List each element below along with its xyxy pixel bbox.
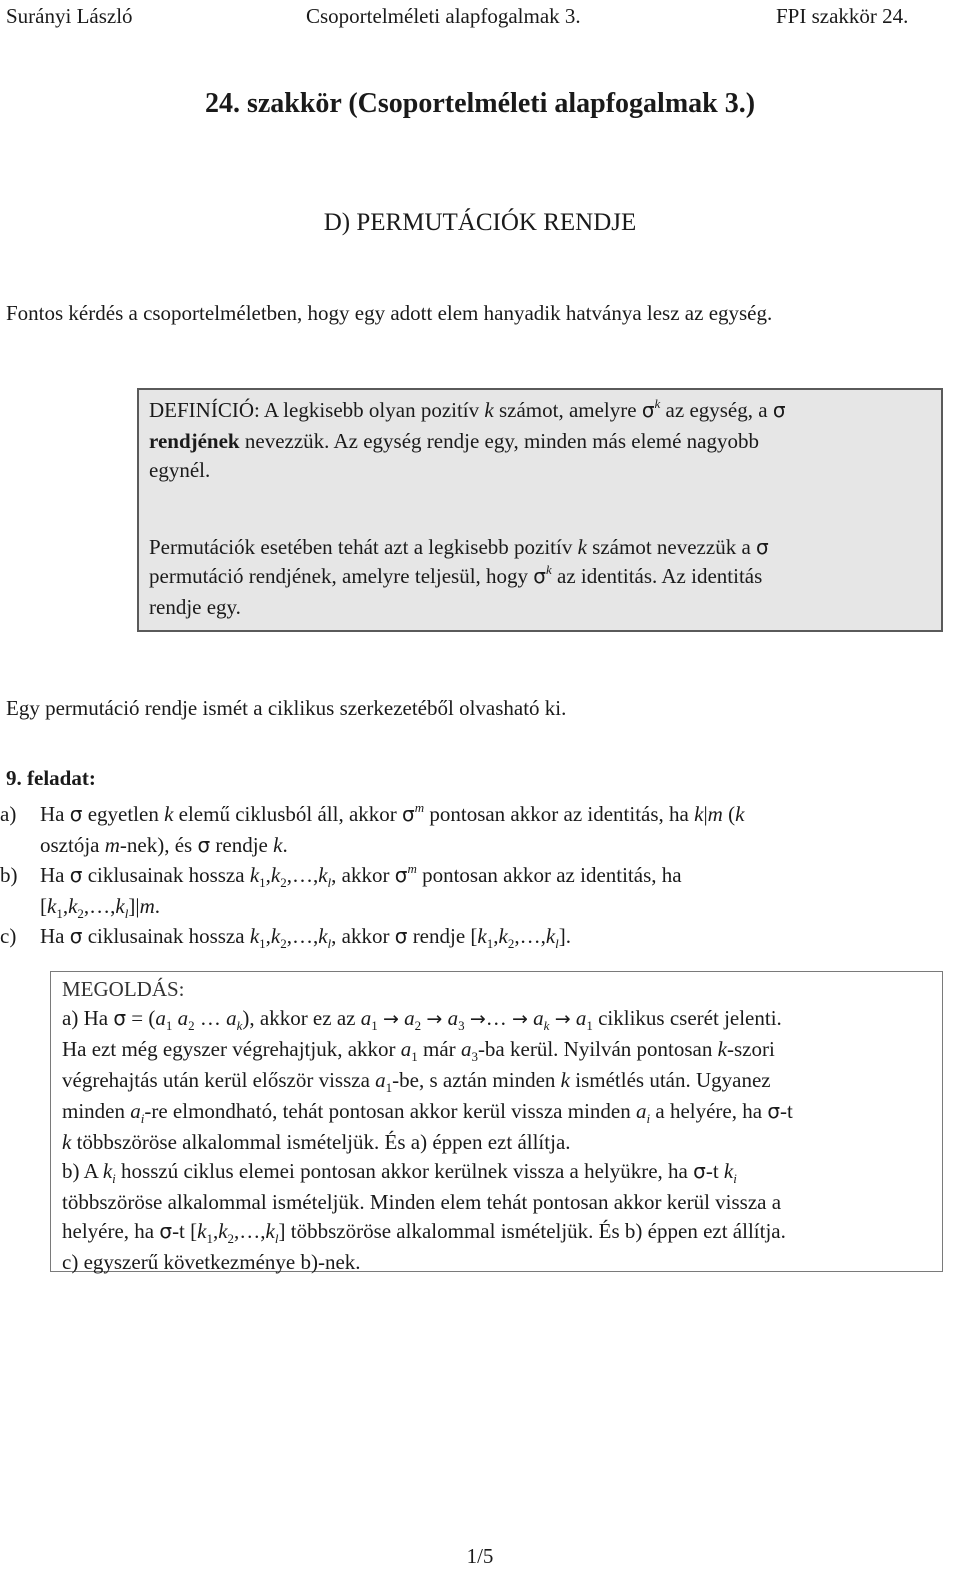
header-session: FPI szakkör 24. <box>776 4 909 28</box>
solution-line: a) Ha $\sigma = (a_1$ $a_2$ … $a_k$), akkor ez az $a_1 \to a_2 \to a_3$ →… → $a_k \to a_1$ ciklikus cserét jelenti. <box>62 1006 782 1033</box>
solution-line: Ha ezt még egyszer végrehajtjuk, akkor $a_1$ már $a_3-ba$ kerül. Nyilván pontosan k-szori <box>62 1037 775 1064</box>
solution-line: b) A $k_i$ hosszú ciklus elemei pontosan akkor kerülnek vissza a helyükre, ha σ-t $k_i$ <box>62 1159 737 1186</box>
solution-line: helyére, ha σ-t $[k_1,k_2,\dots,k_l]$ többszöröse alkalommal ismételjük. És b) éppen ezt állítja. <box>62 1219 786 1246</box>
solution-line: végrehajtás után kerül először vissza $a_1-be$, s aztán minden k ismétlés után. Ugyanez <box>62 1068 771 1095</box>
solution-line: többszöröse alkalommal ismételjük. Minden elem tehát pontosan akkor kerül vissza a <box>62 1190 782 1214</box>
definition-paragraph: DEFINÍCIÓ: A legkisebb olyan pozitív k számot, amelyre $\sigma^k$ az egység, a σ rendjének nevezzük. Az egység rendje egy, minden más elemé nagyobb egynél. <box>149 396 786 482</box>
solution-line: k többszöröse alkalommal ismételjük. És a) éppen ezt állítja. <box>62 1130 571 1154</box>
solution-line: c) egyszerű következménye b)-nek. <box>62 1250 361 1274</box>
solution-heading: MEGOLDÁS: <box>62 977 185 1001</box>
intro-paragraph: Fontos kérdés a csoportelméletben, hogy egy adott elem hanyadik hatványa lesz az egység. <box>6 301 773 325</box>
task-item-a: a) Ha σ egyetlen k elemű ciklusból áll, akkor $\sigma^m$ pontosan akkor az identitás, ha k|m (k osztója m-nek), és σ rendje k. <box>0 800 745 857</box>
cycle-note-paragraph: Egy permutáció rendje ismét a ciklikus szerkezetéből olvasható ki. <box>6 696 567 720</box>
page-number: 1/5 <box>466 1544 494 1568</box>
task-item-c: c) Ha σ ciklusainak hossza $k_1,k_2,\dots,k_l$, akkor σ rendje $[k_1,k_2,\dots,k_l]$. <box>0 924 572 951</box>
section-heading: D) PERMUTÁCIÓK RENDJE <box>323 209 637 236</box>
task-item-b: b) Ha σ ciklusainak hossza $k_1,k_2,\dots,k_l$, akkor $\sigma^m$ pontosan akkor az identitás, ha $[k_1,k_2,\dots,k_l]|m$. <box>0 861 682 921</box>
solution-box <box>50 971 943 1272</box>
definition-label: DEFINÍCIÓ: <box>149 398 260 422</box>
definition-term: rendjének <box>149 429 240 453</box>
task-label: 9. feladat: <box>6 766 96 790</box>
page-title: 24. szakkör (Csoportelméleti alapfogalmak 3.) <box>204 88 756 119</box>
header-author: Surányi László <box>6 4 133 28</box>
definition-box <box>137 388 943 632</box>
solution-line: minden $a_i-re$ elmondható, tehát pontosan akkor kerül vissza minden $a_i$ a helyére, ha σ-t <box>62 1099 793 1126</box>
permutation-definition-paragraph: Permutációk esetében tehát azt a legkisebb pozitív k számot nevezzük a σ permutáció rendjének, amelyre teljesül, hogy $\sigma^k$ az identitás. Az identitás rendje egy. <box>149 535 769 619</box>
header-topic: Csoportelméleti alapfogalmak 3. <box>306 4 581 28</box>
